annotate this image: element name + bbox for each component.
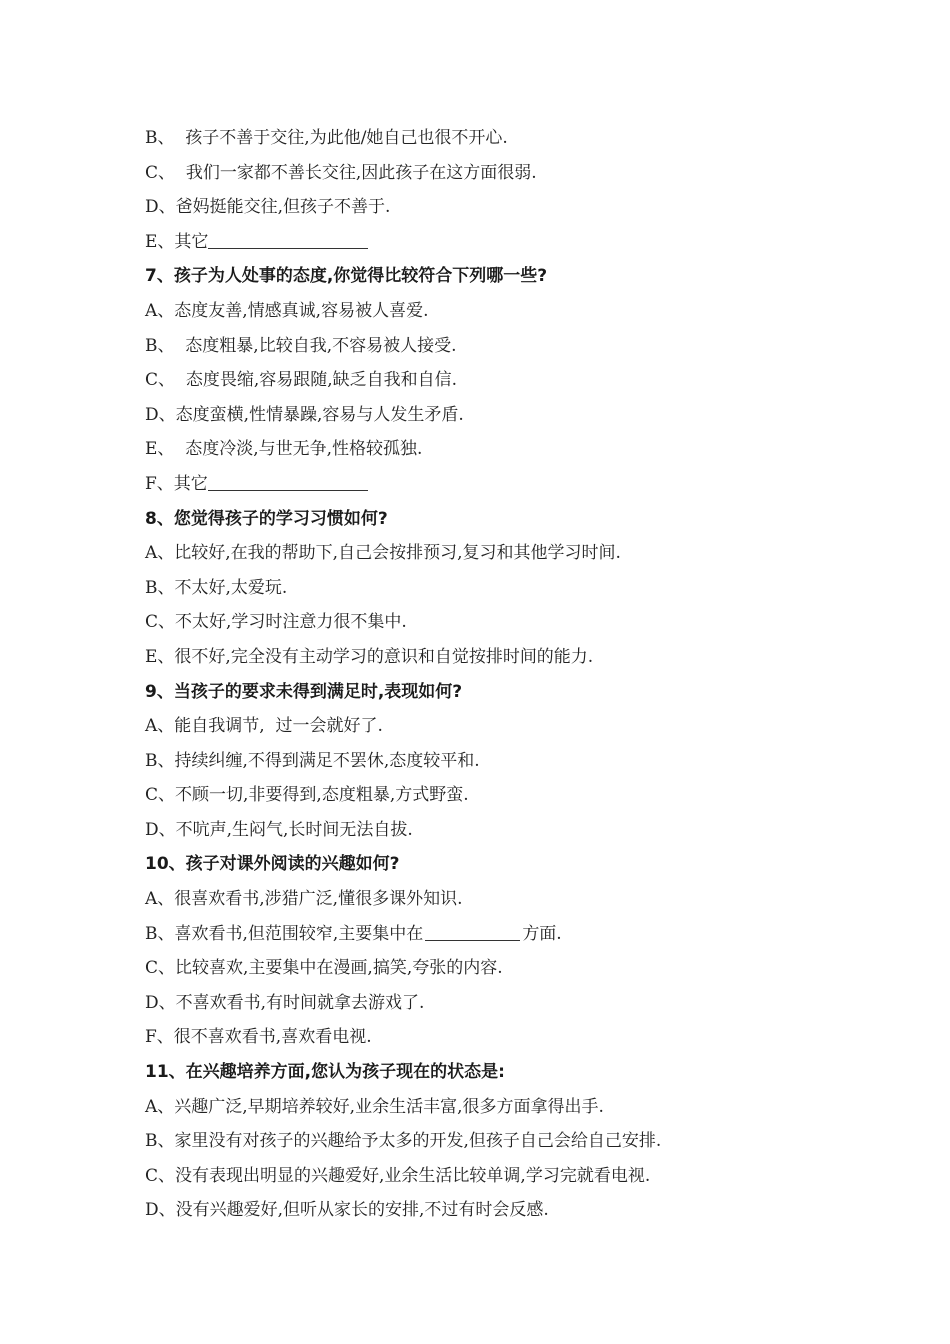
q9-option-d: D、不吭声,生闷气,长时间无法自拔.: [145, 819, 413, 840]
q9-option-c: C、不顾一切,非要得到,态度粗暴,方式野蛮.: [145, 785, 469, 806]
q7-option-f-label: F、其它: [145, 473, 208, 494]
q7-other-blank: [208, 473, 368, 491]
q6-option-c: C、 我们一家都不善长交往,因此孩子在这方面很弱.: [145, 162, 537, 183]
q6-other-blank: [208, 231, 368, 249]
q9-option-a: A、能自我调节, 过一会就好了.: [145, 716, 383, 737]
q7-option-c: C、 态度畏缩,容易跟随,缺乏自我和自信.: [145, 370, 458, 391]
q6-option-b: B、 孩子不善于交往,为此他/她自己也很不开心.: [145, 128, 508, 148]
q7-option-a: A、态度友善,情感真诚,容易被人喜爱.: [145, 300, 429, 321]
q11-option-a: A、兴趣广泛,早期培养较好,业余生活丰富,很多方面拿得出手.: [145, 1096, 604, 1117]
q8-option-c: C、不太好,学习时注意力很不集中.: [145, 612, 407, 633]
q7-option-d: D、态度蛮横,性情暴躁,容易与人发生矛盾.: [145, 404, 464, 425]
q8-option-e: E、很不好,完全没有主动学习的意识和自觉按排时间的能力.: [145, 646, 594, 667]
q7-option-e: E、 态度冷淡,与世无争,性格较孤独.: [145, 439, 423, 460]
q10-title: 10、孩子对课外阅读的兴趣如何?: [145, 854, 400, 875]
q9-option-b: B、持续纠缠,不得到满足不罢休,态度较平和.: [145, 750, 480, 771]
q6-option-e-label: E、其它: [145, 231, 209, 252]
q11-option-d: D、没有兴趣爱好,但听从家长的安排,不过有时会反感.: [145, 1200, 549, 1221]
q10-option-a: A、很喜欢看书,涉猎广泛,懂很多课外知识.: [145, 889, 463, 910]
q10-option-b-text: B、喜欢看书,但范围较窄,主要集中在: [145, 923, 424, 944]
q11-option-c: C、没有表现出明显的兴趣爱好,业余生活比较单调,学习完就看电视.: [145, 1165, 651, 1186]
q11-option-b: B、家里没有对孩子的兴趣给予太多的开发,但孩子自己会给自己安排.: [145, 1131, 662, 1152]
q10-topic-blank: [425, 923, 520, 941]
q8-title: 8、您觉得孩子的学习习惯如何?: [145, 508, 388, 529]
q11-title: 11、在兴趣培养方面,您认为孩子现在的状态是:: [145, 1062, 505, 1083]
q8-option-b: B、不太好,太爱玩.: [145, 577, 288, 598]
q10-option-b-suffix: 方面.: [522, 923, 562, 944]
q10-option-d: D、不喜欢看书,有时间就拿去游戏了.: [145, 992, 425, 1013]
q7-option-b: B、 态度粗暴,比较自我,不容易被人接受.: [145, 335, 457, 356]
q6-option-e: [145, 225, 905, 260]
q10-option-f: F、很不喜欢看书,喜欢看电视.: [145, 1027, 372, 1048]
q7-title: 7、孩子为人处事的态度,你觉得比较符合下列哪一些?: [145, 266, 548, 287]
q10-option-c: C、比较喜欢,主要集中在漫画,搞笑,夸张的内容.: [145, 958, 503, 979]
q10-option-b: [145, 917, 905, 952]
q8-option-a: A、比较好,在我的帮助下,自己会按排预习,复习和其他学习时间.: [145, 543, 621, 564]
q7-option-f: [145, 467, 905, 502]
q6-option-d: D、爸妈挺能交往,但孩子不善于.: [145, 197, 391, 218]
questionnaire-content: [145, 121, 905, 1228]
q9-title: 9、当孩子的要求未得到满足时,表现如何?: [145, 681, 463, 702]
